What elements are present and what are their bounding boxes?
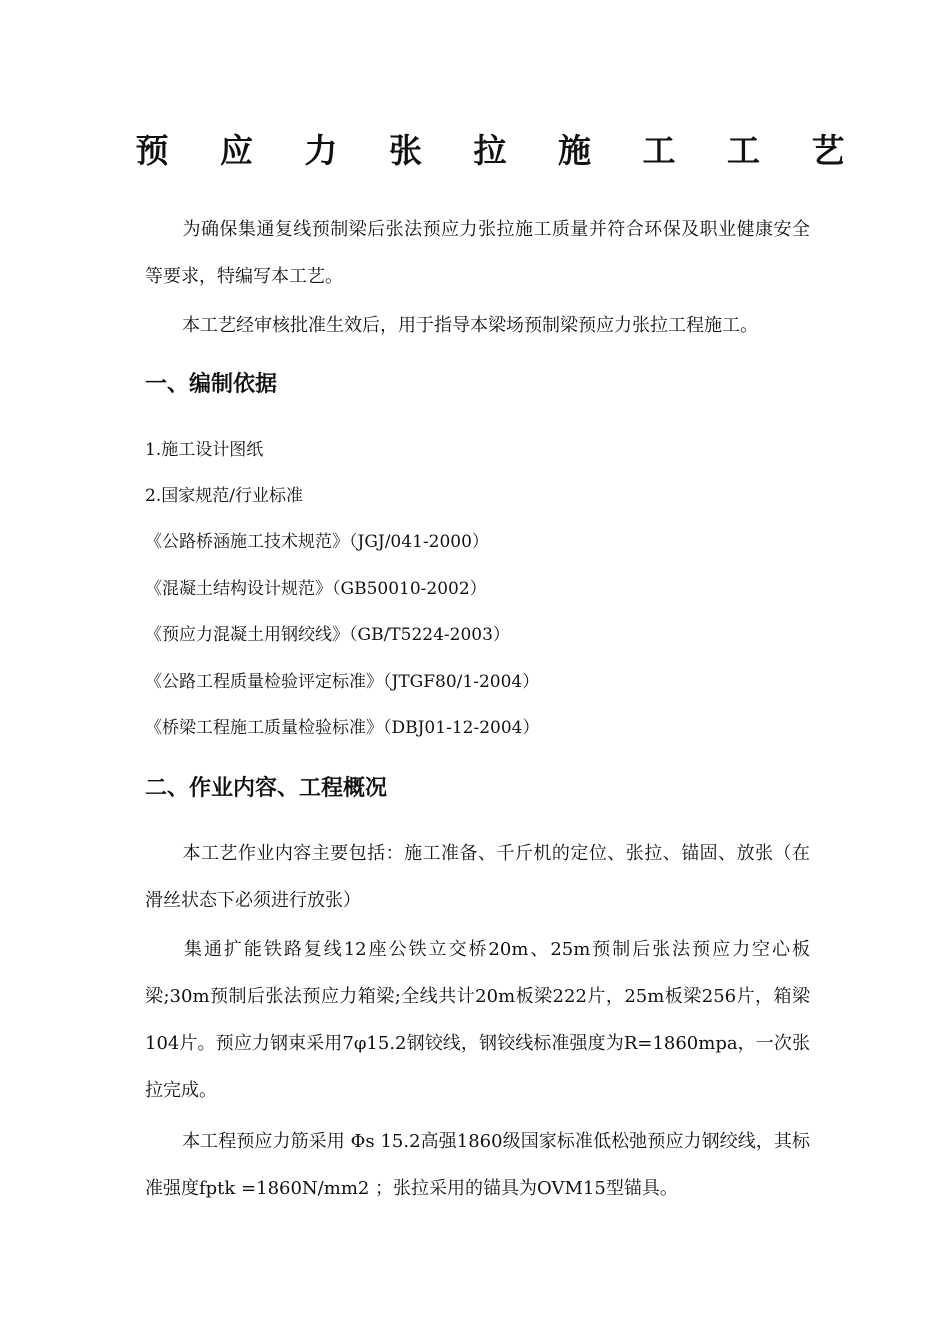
intro-paragraph-1 bbox=[145, 206, 810, 300]
material-paragraph-text: 本工程预应力筋采用 Φs 15.2高强1860级国家标准低松弛预应力钢绞线，其标准强度fptk =1860N/mm2 ；张拉采用的锚具为OVM15型锚具。 bbox=[145, 1131, 810, 1199]
scope-paragraph bbox=[145, 830, 810, 924]
basis-item-1: 1.施工设计图纸 bbox=[145, 440, 264, 460]
standard-item-5: 《桥梁工程施工质量检验标准》（DBJ01-12-2004） bbox=[145, 718, 540, 738]
intro-paragraph-1-text: 为确保集通复线预制梁后张法预应力张拉施工质量并符合环保及职业健康安全等要求，特编写本工艺。 bbox=[145, 219, 810, 287]
scope-paragraph-text: 本工艺作业内容主要包括：施工准备、千斤机的定位、张拉、锚固、放张（在滑丝状态下必须进行放张） bbox=[145, 843, 810, 911]
standard-item-4: 《公路工程质量检验评定标准》（JTGF80/1-2004） bbox=[145, 672, 540, 692]
standard-item-2: 《混凝土结构设计规范》（GB50010-2002） bbox=[145, 579, 487, 599]
overview-paragraph bbox=[145, 926, 810, 1114]
intro-paragraph-2-text: 本工艺经审核批准生效后，用于指导本梁场预制梁预应力张拉工程施工。 bbox=[182, 315, 758, 336]
section-2-heading: 二、作业内容、工程概况 bbox=[145, 776, 388, 801]
document-title: 预 应 力 张 拉 施 工 工 艺 bbox=[135, 131, 865, 170]
section-1-heading: 一、编制依据 bbox=[145, 372, 278, 397]
standard-item-1: 《公路桥涵施工技术规范》（JGJ/041-2000） bbox=[145, 532, 489, 552]
standard-item-3: 《预应力混凝土用钢绞线》（GB/T5224-2003） bbox=[145, 625, 510, 645]
overview-paragraph-text: 集通扩能铁路复线12座公铁立交桥20m、25m预制后张法预应力空心板梁;30m预制后张法预应力箱梁;全线共计20m板梁222片，25m板梁256片，箱梁104片。预应力钢束采用7φ15.2钢铰线，钢铰线标准强度为R=1860mpa，一次张拉完成。 bbox=[145, 939, 810, 1101]
material-paragraph bbox=[145, 1118, 810, 1212]
basis-item-2: 2.国家规范/行业标准 bbox=[145, 486, 303, 506]
intro-paragraph-2 bbox=[145, 302, 810, 349]
